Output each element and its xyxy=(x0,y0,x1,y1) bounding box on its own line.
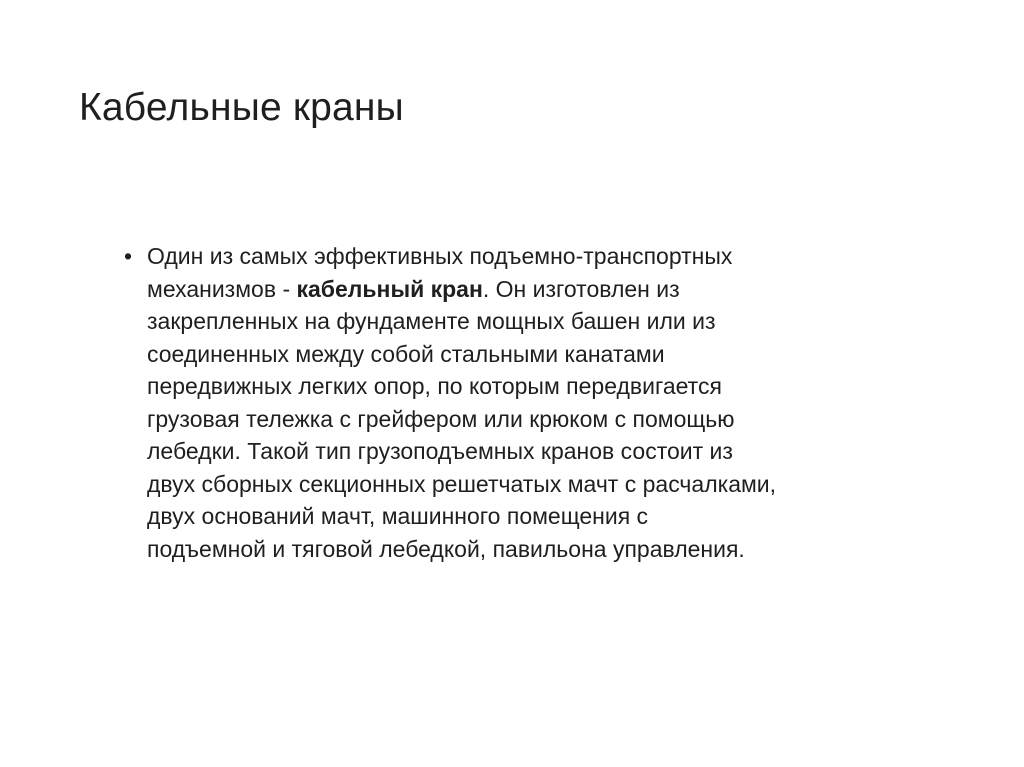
paragraph-line-7: лебедки. Такой тип грузоподъемных кранов состоит из xyxy=(147,438,733,464)
paragraph-line-1: Один из самых эффективных подъемно-транспортных xyxy=(147,243,733,269)
paragraph-line-3: закрепленных на фундаменте мощных башен или из xyxy=(147,308,716,334)
paragraph-line-2 xyxy=(147,273,904,306)
bullet-item xyxy=(124,240,904,565)
paragraph-line-6: грузовая тележка с грейфером или крюком с помощью xyxy=(147,405,735,432)
paragraph-text-after-term: . Он изготовлен из xyxy=(482,275,680,302)
slide-title: Кабельные краны xyxy=(79,86,404,129)
paragraph-line-10: подъемной и тяговой лебедкой, павильона управления. xyxy=(147,535,745,562)
paragraph-text-before-term: механизмов - xyxy=(147,275,297,302)
bullet-icon: • xyxy=(124,243,133,269)
paragraph-line-9: двух оснований мачт, машинного помещения с xyxy=(147,503,649,529)
paragraph-line-5: передвижных легких опор, по которым передвигается xyxy=(147,373,722,399)
slide-content xyxy=(124,240,904,565)
paragraph-line-8: двух сборных секционных решетчатых мачт с расчалками, xyxy=(147,470,777,497)
paragraph-line-4: соединенных между собой стальными канатами xyxy=(147,340,665,367)
highlighted-term: кабельный кран xyxy=(296,275,483,302)
